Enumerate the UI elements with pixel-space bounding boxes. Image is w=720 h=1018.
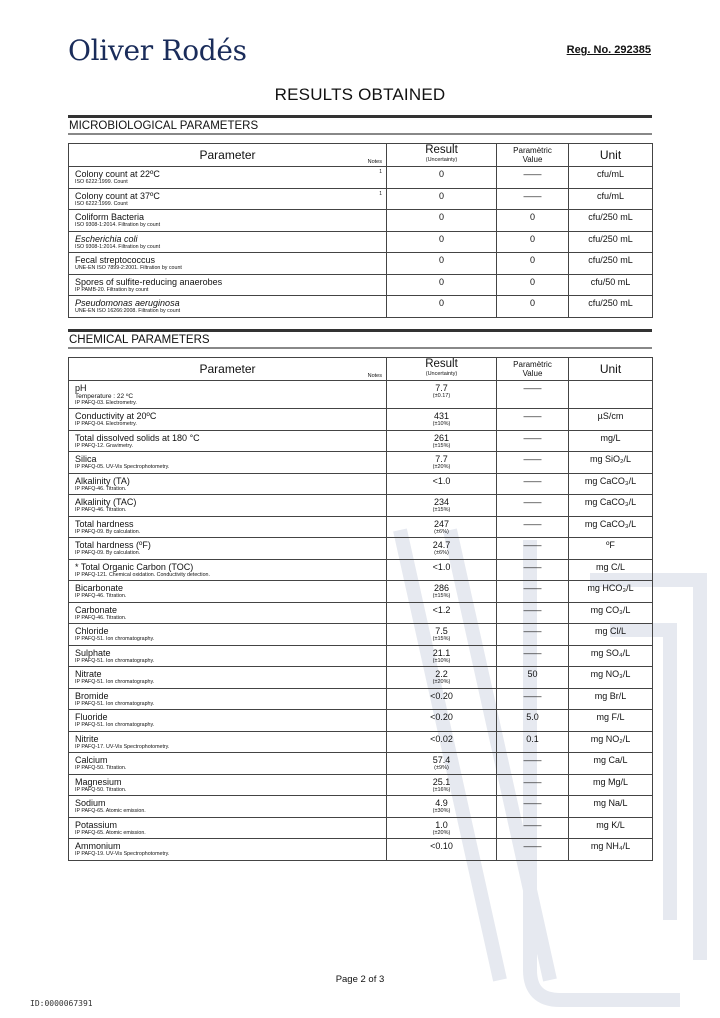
- result-cell: [387, 516, 497, 538]
- parameter-cell: [69, 381, 387, 409]
- table-header-row: [69, 358, 653, 381]
- unit-value: cfu/250 mL: [569, 296, 653, 318]
- parameter-name: Magnesium: [75, 776, 122, 787]
- result-value: 25.1: [432, 776, 451, 787]
- result-cell: [387, 774, 497, 796]
- parameter-cell: [69, 253, 387, 275]
- parameter-cell: [69, 538, 387, 560]
- result-cell: [387, 231, 497, 253]
- parameter-name: Sulphate: [75, 647, 111, 658]
- unit-value: cfu/50 mL: [569, 274, 653, 296]
- header-value-label: Value: [522, 369, 543, 378]
- result-value: 0: [438, 298, 444, 308]
- header-unit: Unit: [569, 144, 653, 167]
- result-cell: [387, 274, 497, 296]
- unit-value: cfu/250 mL: [569, 253, 653, 275]
- parameter-note: 1: [379, 169, 382, 175]
- table-row: [69, 409, 653, 431]
- parameter-cell: [69, 796, 387, 818]
- result-cell: [387, 710, 497, 732]
- result-value: 57.4: [432, 755, 451, 765]
- result-cell: [387, 688, 497, 710]
- unit-value: mg Ca/L: [569, 753, 653, 775]
- result-cell: [387, 624, 497, 646]
- table-row: [69, 210, 653, 232]
- parametric-value: ——: [497, 645, 569, 667]
- result-value: <0.20: [430, 690, 453, 701]
- parameter-name: Pseudomonas aeruginosa: [75, 298, 180, 308]
- parameter-name: Total hardness: [75, 518, 134, 529]
- parameter-method: IP PAFQ-51. Ion chromatography.: [75, 722, 155, 728]
- table-row: [69, 839, 653, 861]
- result-value: 0: [438, 190, 444, 201]
- result-value: <1.0: [432, 561, 451, 572]
- parametric-value: ——: [497, 774, 569, 796]
- parametric-value: 0: [497, 253, 569, 275]
- unit-value: mg HCO₃/L: [569, 581, 653, 603]
- unit-value: mg SiO₂/L: [569, 452, 653, 474]
- parameter-name: Spores of sulfite-reducing anaerobes: [75, 276, 223, 287]
- parametric-value: ——: [497, 452, 569, 474]
- parameter-cell: [69, 210, 387, 232]
- unit-value: mg F/L: [569, 710, 653, 732]
- unit-value: mg CO₃/L: [569, 602, 653, 624]
- parametric-value: ——: [497, 796, 569, 818]
- table-row: [69, 296, 653, 318]
- result-value: <0.20: [430, 712, 453, 722]
- parameter-name: Bromide: [75, 690, 109, 701]
- table-row: [69, 710, 653, 732]
- result-cell: [387, 409, 497, 431]
- parameter-name: Alkalinity (TAC): [75, 497, 137, 507]
- result-cell: [387, 381, 497, 409]
- parametric-value: 0: [497, 210, 569, 232]
- result-value: 7.5: [435, 626, 448, 636]
- table-row: [69, 495, 653, 517]
- section-title-microbiological: MICROBIOLOGICAL PARAMETERS: [68, 115, 652, 135]
- result-cell: [387, 452, 497, 474]
- parameter-method: ISO 9308-1:2014. Filtration by count: [75, 222, 161, 228]
- parameter-cell: [69, 839, 387, 861]
- parameter-name: Potassium: [75, 819, 118, 830]
- result-uncertainty: (±15%): [432, 507, 451, 513]
- result-cell: [387, 753, 497, 775]
- parametric-value: ——: [497, 839, 569, 861]
- unit-value: cfu/250 mL: [569, 210, 653, 232]
- result-cell: [387, 188, 497, 210]
- parameter-cell: [69, 473, 387, 495]
- table-row: [69, 731, 653, 753]
- section-title-chemical: CHEMICAL PARAMETERS: [68, 329, 652, 349]
- table-row: [69, 581, 653, 603]
- parameter-name: Bicarbonate: [75, 583, 124, 593]
- unit-value: mg Mg/L: [569, 774, 653, 796]
- parameter-method: IP PAFQ-51. Ion chromatography.: [75, 657, 155, 664]
- unit-value: mg NO₂/L: [569, 731, 653, 753]
- result-value: 4.9: [435, 798, 448, 808]
- parametric-value: ——: [497, 430, 569, 452]
- result-value: <1.2: [432, 604, 451, 615]
- table-row: [69, 667, 653, 689]
- parameter-method: IP PAFQ-50. Titration.: [75, 765, 127, 771]
- result-value: 7.7: [435, 383, 448, 393]
- header-parameter-label: Parameter: [199, 362, 256, 376]
- parameter-cell: [69, 731, 387, 753]
- parameter-cell: [69, 710, 387, 732]
- table-row: [69, 473, 653, 495]
- result-uncertainty: (±10%): [432, 657, 451, 664]
- parameter-name: Colony count at 37ºC: [75, 190, 160, 201]
- table-row: [69, 602, 653, 624]
- result-uncertainty: (±16%): [432, 786, 451, 793]
- parameter-cell: [69, 409, 387, 431]
- parameter-name: Alkalinity (TA): [75, 475, 130, 486]
- header-parametric-value: [497, 144, 569, 167]
- result-uncertainty: (±20%): [432, 464, 451, 470]
- parametric-value: ——: [497, 538, 569, 560]
- result-value: 286: [433, 583, 450, 593]
- parameter-name: Colony count at 22ºC: [75, 169, 160, 179]
- unit-value: mg Na/L: [569, 796, 653, 818]
- unit-value: cfu/mL: [569, 167, 653, 189]
- parametric-value: ——: [497, 753, 569, 775]
- parameter-cell: [69, 774, 387, 796]
- result-value: 0: [438, 212, 444, 222]
- parameter-cell: [69, 495, 387, 517]
- parameter-cell: [69, 667, 387, 689]
- document-id: ID:0000067391: [30, 999, 93, 1008]
- result-cell: [387, 667, 497, 689]
- unit-value: mg CaCO₃/L: [569, 495, 653, 517]
- result-cell: [387, 538, 497, 560]
- header-parameter: [69, 144, 387, 167]
- result-uncertainty: (±20%): [432, 679, 451, 685]
- result-uncertainty: (±10%): [432, 421, 451, 427]
- parameter-method: IP PAFQ-46. Titration.: [75, 507, 127, 513]
- parametric-value: ——: [497, 581, 569, 603]
- parameter-method: IP PAFQ-65. Atomic emission.: [75, 829, 146, 836]
- header-parameter-label: Parameter: [199, 148, 256, 162]
- table-row: [69, 430, 653, 452]
- result-value: 7.7: [435, 454, 448, 464]
- table-row: [69, 231, 653, 253]
- result-cell: [387, 731, 497, 753]
- result-cell: [387, 796, 497, 818]
- page-title: RESULTS OBTAINED: [274, 85, 446, 104]
- parameter-name: Total dissolved solids at 180 °C: [75, 432, 200, 443]
- parameter-cell: [69, 296, 387, 318]
- table-row: [69, 645, 653, 667]
- parametric-value: 0: [497, 231, 569, 253]
- parameter-method: IP PAFQ-12. Gravimetry.: [75, 442, 133, 449]
- parameter-name: Escherichia coli: [75, 233, 138, 244]
- unit-value: mg K/L: [569, 817, 653, 839]
- table-header-row: [69, 144, 653, 167]
- registration-number: Reg. No. 292385: [566, 44, 651, 56]
- parameter-cell: [69, 167, 387, 189]
- parameter-method: UNE-EN ISO 7899-2:2001. Filtration by count: [75, 265, 182, 271]
- result-cell: [387, 839, 497, 861]
- unit-value: mg CaCO₃/L: [569, 516, 653, 538]
- unit-value: mg CaCO₃/L: [569, 473, 653, 495]
- table-row: [69, 688, 653, 710]
- parameter-name: Fecal streptococcus: [75, 255, 156, 265]
- result-value: <0.02: [430, 733, 453, 744]
- parameter-method: IP PAFQ-09. By calculation.: [75, 528, 141, 535]
- result-value: <0.10: [430, 841, 453, 851]
- header-value-label: Value: [522, 155, 543, 164]
- parametric-value: ——: [497, 559, 569, 581]
- result-value: 21.1: [432, 647, 451, 658]
- parameter-cell: [69, 753, 387, 775]
- parametric-value: ——: [497, 688, 569, 710]
- table-row: [69, 452, 653, 474]
- result-cell: [387, 602, 497, 624]
- table-row: [69, 381, 653, 409]
- header-result: [387, 144, 497, 167]
- parametric-value: 0: [497, 296, 569, 318]
- parameter-method: IP PAFQ-51. Ion chromatography.: [75, 679, 155, 685]
- parameter-name: Carbonate: [75, 604, 118, 615]
- result-value: 1.0: [435, 819, 448, 830]
- parameter-name: pH: [75, 383, 87, 393]
- header-result: [387, 358, 497, 381]
- result-cell: [387, 559, 497, 581]
- parametric-value: ——: [497, 381, 569, 409]
- unit-value: mg Cl/L: [569, 624, 653, 646]
- result-value: 234: [433, 497, 450, 507]
- header-parametric-value: [497, 358, 569, 381]
- unit-value: mg SO₄/L: [569, 645, 653, 667]
- parametric-value: ——: [497, 495, 569, 517]
- parametric-value: ——: [497, 602, 569, 624]
- parameter-name: Calcium: [75, 755, 108, 765]
- parameter-method: IP PAFQ-50. Titration.: [75, 786, 127, 793]
- parametric-value: 0: [497, 274, 569, 296]
- parameter-method: UNE-EN ISO 16266:2008. Filtration by count: [75, 308, 181, 314]
- result-uncertainty: (±30%): [432, 808, 451, 814]
- parameter-method: IP PAFQ-09. By calculation.: [75, 550, 141, 556]
- header-uncertainty-label: (Uncertainty): [425, 157, 458, 163]
- parameter-cell: [69, 430, 387, 452]
- parameter-name: Ammonium: [75, 841, 121, 851]
- table-row: [69, 167, 653, 189]
- parameter-method: IP PAFQ-03. Electrometry.: [75, 400, 137, 406]
- result-value: 0: [438, 169, 444, 179]
- parameter-name: Fluoride: [75, 712, 108, 722]
- table-row: [69, 538, 653, 560]
- parameter-name: Nitrate: [75, 669, 102, 679]
- result-value: 431: [433, 411, 450, 421]
- parametric-value: ——: [497, 624, 569, 646]
- table-row: [69, 559, 653, 581]
- parametric-value: ——: [497, 817, 569, 839]
- parametric-value: 0.1: [497, 731, 569, 753]
- parameter-cell: [69, 817, 387, 839]
- header-parameter: [69, 358, 387, 381]
- parameter-method: IP PAFQ-04. Electrometry.: [75, 421, 137, 427]
- header-parametric-label: Paramètric: [513, 146, 552, 155]
- parameter-method: IP PAFQ-19. UV-Vis Spectrophotometry.: [75, 851, 170, 857]
- parameter-cell: [69, 602, 387, 624]
- unit-value: cfu/250 mL: [569, 231, 653, 253]
- microbiological-results-table: [68, 143, 653, 318]
- parameter-method: IP PAFQ-51. Ion chromatography.: [75, 636, 155, 642]
- result-value: 0: [438, 233, 444, 244]
- unit-value: mg NH₄/L: [569, 839, 653, 861]
- parametric-value: ——: [497, 409, 569, 431]
- parameter-cell: [69, 645, 387, 667]
- result-uncertainty: (±6%): [434, 528, 449, 535]
- parametric-value: ——: [497, 516, 569, 538]
- parameter-cell: [69, 516, 387, 538]
- result-uncertainty: (±6%): [434, 550, 449, 556]
- header-notes-label: Notes: [367, 159, 382, 165]
- parameter-method: IP PAFQ-51. Ion chromatography.: [75, 700, 155, 707]
- parameter-method: IP PAFQ-46. Titration.: [75, 614, 127, 621]
- result-uncertainty: (±15%): [432, 636, 451, 642]
- table-row: [69, 817, 653, 839]
- table-row: [69, 796, 653, 818]
- unit-value: mg Br/L: [569, 688, 653, 710]
- result-cell: [387, 817, 497, 839]
- parameter-name: Sodium: [75, 798, 106, 808]
- table-row: [69, 624, 653, 646]
- parameter-method: IP PAFQ-46. Titration.: [75, 593, 127, 599]
- result-value: 261: [433, 432, 450, 443]
- table-row: [69, 253, 653, 275]
- parameter-name: Nitrite: [75, 733, 99, 744]
- parameter-cell: [69, 688, 387, 710]
- result-value: 0: [438, 255, 444, 265]
- result-uncertainty: (±9%): [434, 765, 449, 771]
- table-row: [69, 516, 653, 538]
- result-cell: [387, 430, 497, 452]
- result-cell: [387, 473, 497, 495]
- header-parametric-label: Paramètric: [513, 360, 552, 369]
- parameter-name: Conductivity at 20ºC: [75, 411, 157, 421]
- table-row: [69, 274, 653, 296]
- parameter-method: IP PAFQ-17. UV-Vis Spectrophotometry.: [75, 743, 170, 750]
- table-row: [69, 753, 653, 775]
- parameter-name: Silica: [75, 454, 97, 464]
- result-cell: [387, 210, 497, 232]
- result-cell: [387, 645, 497, 667]
- unit-value: cfu/mL: [569, 188, 653, 210]
- parameter-method: ISO 6222:1999. Count: [75, 179, 128, 185]
- result-value: 0: [438, 276, 444, 287]
- parameter-method: ISO 6222:1999. Count: [75, 200, 128, 207]
- parameter-method: IP PAFQ-05. UV-Vis Spectrophotometry.: [75, 464, 170, 470]
- result-uncertainty: (±15%): [432, 442, 451, 449]
- result-uncertainty: (±20%): [432, 829, 451, 836]
- parameter-cell: [69, 559, 387, 581]
- parameter-cell: [69, 274, 387, 296]
- header-unit: Unit: [569, 358, 653, 381]
- result-uncertainty: (±0.17): [432, 393, 451, 399]
- unit-value: µS/cm: [569, 409, 653, 431]
- result-cell: [387, 296, 497, 318]
- result-value: 24.7: [432, 540, 451, 550]
- parametric-value: ——: [497, 167, 569, 189]
- parameter-method: IP PAFQ-121. Chemical oxidation. Conductivity detection.: [75, 571, 210, 578]
- chemical-results-table: [68, 357, 653, 861]
- parameter-cell: [69, 581, 387, 603]
- parameter-method: IP PAFQ-46. Titration.: [75, 485, 127, 492]
- parameter-cell: [69, 624, 387, 646]
- result-value: 2.2: [435, 669, 448, 679]
- table-row: [69, 774, 653, 796]
- unit-value: ºF: [569, 538, 653, 560]
- parameter-method: IP PAFQ-65. Atomic emission.: [75, 808, 146, 814]
- company-logo: Oliver Rodés: [68, 34, 247, 67]
- header-notes-label: Notes: [367, 373, 382, 379]
- parameter-note: 1: [379, 190, 382, 197]
- parameter-name: Total hardness (ºF): [75, 540, 151, 550]
- parameter-name: Coliform Bacteria: [75, 212, 145, 222]
- result-cell: [387, 253, 497, 275]
- parameter-extra: Temperature : 22 ºC: [75, 393, 134, 400]
- result-uncertainty: (±15%): [432, 593, 451, 599]
- parameter-cell: [69, 231, 387, 253]
- parameter-name: Chloride: [75, 626, 109, 636]
- result-value: <1.0: [432, 475, 451, 486]
- parametric-value: 50: [497, 667, 569, 689]
- unit-value: mg/L: [569, 430, 653, 452]
- unit-value: mg C/L: [569, 559, 653, 581]
- header-result-label: Result: [425, 144, 458, 156]
- parameter-name: * Total Organic Carbon (TOC): [75, 561, 194, 572]
- result-cell: [387, 167, 497, 189]
- header-result-label: Result: [425, 358, 458, 370]
- result-cell: [387, 581, 497, 603]
- parametric-value: 5.0: [497, 710, 569, 732]
- parameter-method: IP PAMB-20. Filtration by count: [75, 286, 149, 293]
- parametric-value: ——: [497, 473, 569, 495]
- parameter-cell: [69, 452, 387, 474]
- parametric-value: ——: [497, 188, 569, 210]
- unit-value: mg NO₃/L: [569, 667, 653, 689]
- unit-value: [569, 381, 653, 409]
- header-uncertainty-label: (Uncertainty): [425, 371, 458, 377]
- page-number: Page 2 of 3: [335, 974, 385, 985]
- result-cell: [387, 495, 497, 517]
- parameter-cell: [69, 188, 387, 210]
- table-row: [69, 188, 653, 210]
- parameter-method: ISO 9308-1:2014. Filtration by count: [75, 243, 161, 250]
- result-value: 247: [433, 518, 450, 529]
